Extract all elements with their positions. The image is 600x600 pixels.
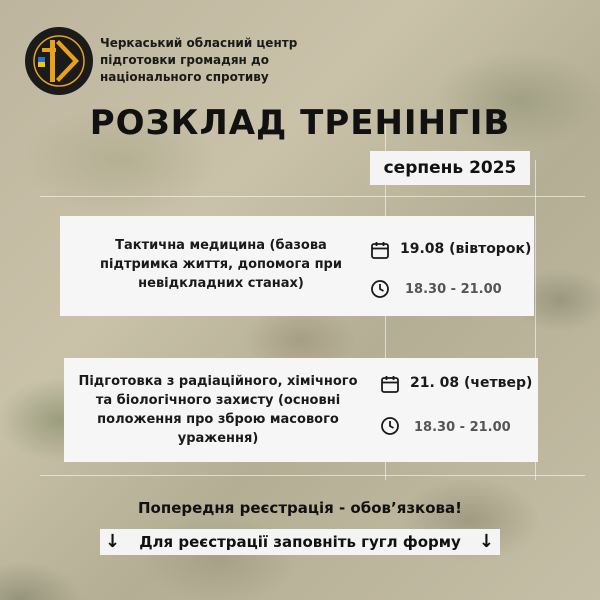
clock-icon bbox=[370, 279, 390, 299]
training-time: 18.30 - 21.00 bbox=[405, 282, 502, 297]
calendar-icon bbox=[380, 374, 400, 394]
grid-line bbox=[40, 196, 585, 197]
training-time: 18.30 - 21.00 bbox=[414, 420, 511, 435]
organization-name bbox=[100, 35, 330, 86]
training-date: 21. 08 (четвер) bbox=[410, 375, 533, 391]
organization-line: підготовки громадян до bbox=[100, 53, 269, 67]
training-date: 19.08 (вівторок) bbox=[400, 241, 532, 257]
training-title: Тактична медицина (базова підтримка життя, допомога при невідкладних станах) bbox=[100, 238, 342, 291]
clock-icon bbox=[380, 416, 400, 436]
arrow-down-icon: ↓ bbox=[478, 531, 494, 552]
registration-notice: Попередня реєстрація - обов’язкова! bbox=[137, 499, 462, 517]
organization-line: Черкаський обласний центр bbox=[100, 36, 298, 50]
calendar-icon bbox=[370, 240, 390, 260]
organization-logo bbox=[24, 26, 94, 96]
form-prompt-bar bbox=[100, 529, 500, 555]
page-title: РОЗКЛАД ТРЕНІНГІВ bbox=[89, 103, 511, 143]
training-title: Підготовка з радіаційного, хімічного та біологічного захисту (основні положення про зброю масового ураження) bbox=[78, 374, 358, 446]
arrow-down-icon: ↓ bbox=[105, 531, 121, 552]
grid-line bbox=[40, 475, 585, 476]
training-card bbox=[60, 216, 534, 316]
training-card bbox=[64, 358, 538, 462]
month-badge: серпень 2025 bbox=[370, 151, 530, 185]
organization-line: національного спротиву bbox=[100, 70, 269, 84]
form-prompt: Для реєстрації заповніть гугл форму bbox=[139, 533, 461, 551]
